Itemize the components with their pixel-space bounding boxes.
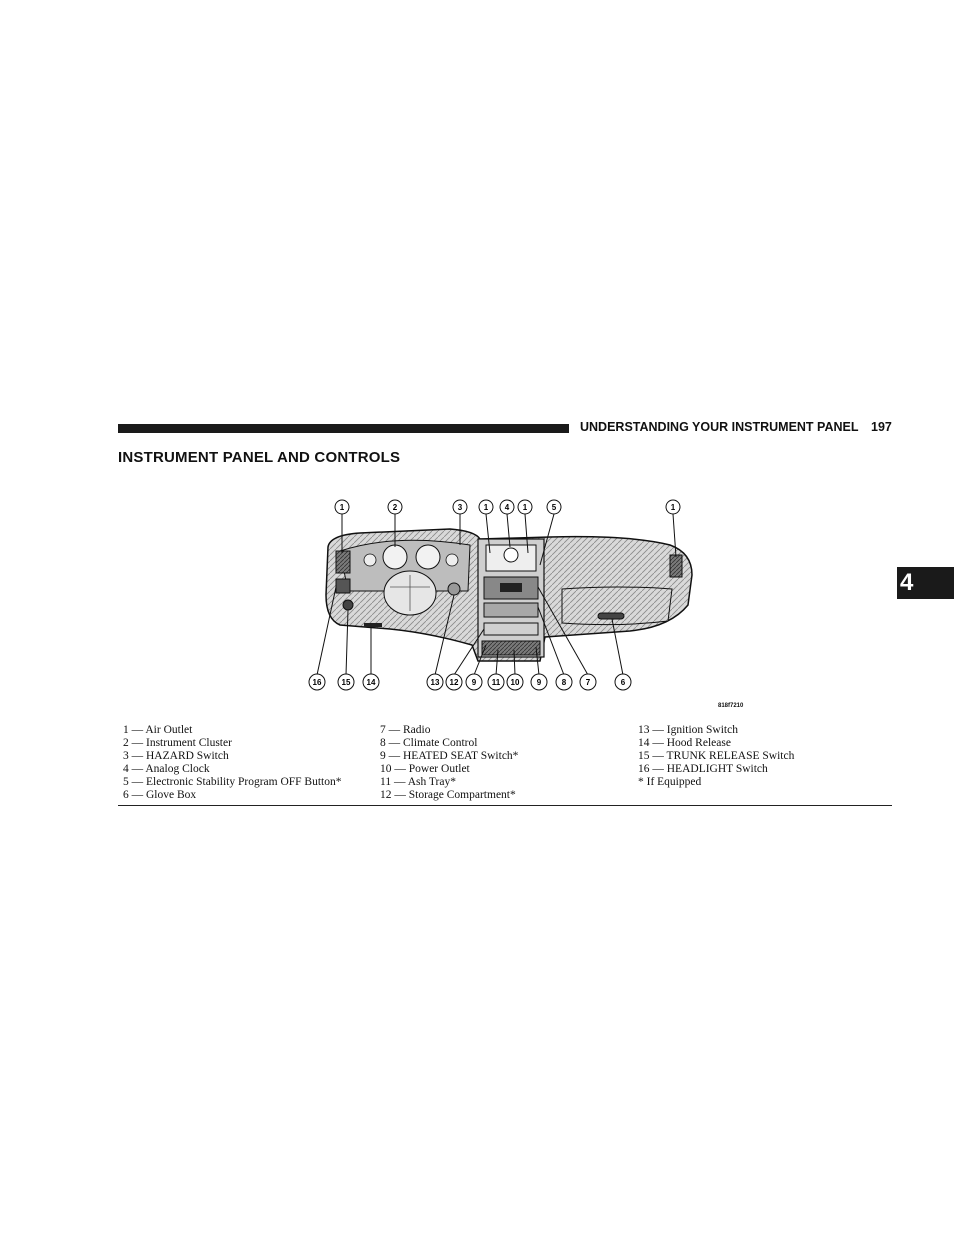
svg-text:8: 8 — [561, 678, 567, 687]
legend-item: 2 — Instrument Cluster — [123, 737, 232, 749]
callout-6 — [615, 674, 631, 690]
legend-item: 9 — HEATED SEAT Switch* — [380, 750, 519, 762]
page-number: 197 — [871, 420, 892, 434]
legend-column-1 — [123, 724, 342, 802]
legend-item: 12 — Storage Compartment* — [380, 789, 516, 801]
callout-2 — [388, 500, 402, 514]
legend-item: 8 — Climate Control — [380, 737, 478, 749]
legend-item: 5 — Electronic Stability Program OFF Button* — [123, 776, 342, 788]
legend-item: 1 — Air Outlet — [123, 724, 193, 736]
callout-1 — [335, 500, 349, 514]
svg-text:1: 1 — [522, 503, 528, 512]
figure-code-label: 818f7210 — [718, 703, 744, 709]
chapter-tab — [897, 567, 954, 599]
svg-text:13: 13 — [430, 678, 440, 687]
svg-text:15: 15 — [341, 678, 351, 687]
chapter-number: 4 — [900, 569, 914, 596]
svg-text:5: 5 — [551, 503, 557, 512]
callout-16 — [309, 674, 325, 690]
callout-7 — [580, 674, 596, 690]
svg-text:1: 1 — [339, 503, 345, 512]
callout-12 — [446, 674, 462, 690]
svg-text:9: 9 — [471, 678, 477, 687]
legend-item: 4 — Analog Clock — [123, 763, 210, 775]
callout-11 — [488, 674, 504, 690]
callout-1 — [518, 500, 532, 514]
legend-item: 7 — Radio — [380, 724, 431, 736]
legend-column-2 — [380, 724, 518, 802]
callout-15 — [338, 674, 354, 690]
legend-item: 14 — Hood Release — [638, 737, 731, 749]
callout-9 — [531, 674, 547, 690]
legend-item: 16 — HEADLIGHT Switch — [638, 763, 768, 775]
legend-item: * If Equipped — [638, 776, 702, 788]
callout-10 — [507, 674, 523, 690]
svg-text:11: 11 — [491, 678, 501, 687]
svg-text:3: 3 — [457, 503, 463, 512]
callout-1 — [666, 500, 680, 514]
svg-text:12: 12 — [449, 678, 459, 687]
legend-item: 6 — Glove Box — [123, 789, 197, 801]
legend-item: 3 — HAZARD Switch — [123, 750, 229, 762]
svg-text:9: 9 — [536, 678, 542, 687]
callout-13 — [427, 674, 443, 690]
callout-3 — [453, 500, 467, 514]
callout-4 — [500, 500, 514, 514]
callout-9 — [466, 674, 482, 690]
page-title: INSTRUMENT PANEL AND CONTROLS — [118, 449, 401, 466]
callout-5 — [547, 500, 561, 514]
svg-text:16: 16 — [312, 678, 322, 687]
callout-14 — [363, 674, 379, 690]
header-rule — [118, 424, 569, 433]
legend-item: 10 — Power Outlet — [380, 763, 470, 775]
callout-layer — [300, 495, 700, 717]
svg-text:7: 7 — [585, 678, 591, 687]
svg-text:1: 1 — [483, 503, 489, 512]
svg-text:14: 14 — [366, 678, 376, 687]
svg-text:6: 6 — [620, 678, 626, 687]
legend-item: 13 — Ignition Switch — [638, 724, 738, 736]
legend-column-3 — [638, 724, 794, 789]
svg-text:4: 4 — [504, 503, 510, 512]
svg-text:2: 2 — [392, 503, 398, 512]
legend-item: 11 — Ash Tray* — [380, 776, 456, 788]
svg-text:10: 10 — [510, 678, 520, 687]
running-header: UNDERSTANDING YOUR INSTRUMENT PANEL — [580, 420, 859, 434]
svg-text:1: 1 — [670, 503, 676, 512]
instrument-panel-diagram — [300, 495, 744, 717]
legend-table — [118, 724, 892, 806]
callout-8 — [556, 674, 572, 690]
legend-item: 15 — TRUNK RELEASE Switch — [638, 750, 795, 762]
callout-1 — [479, 500, 493, 514]
